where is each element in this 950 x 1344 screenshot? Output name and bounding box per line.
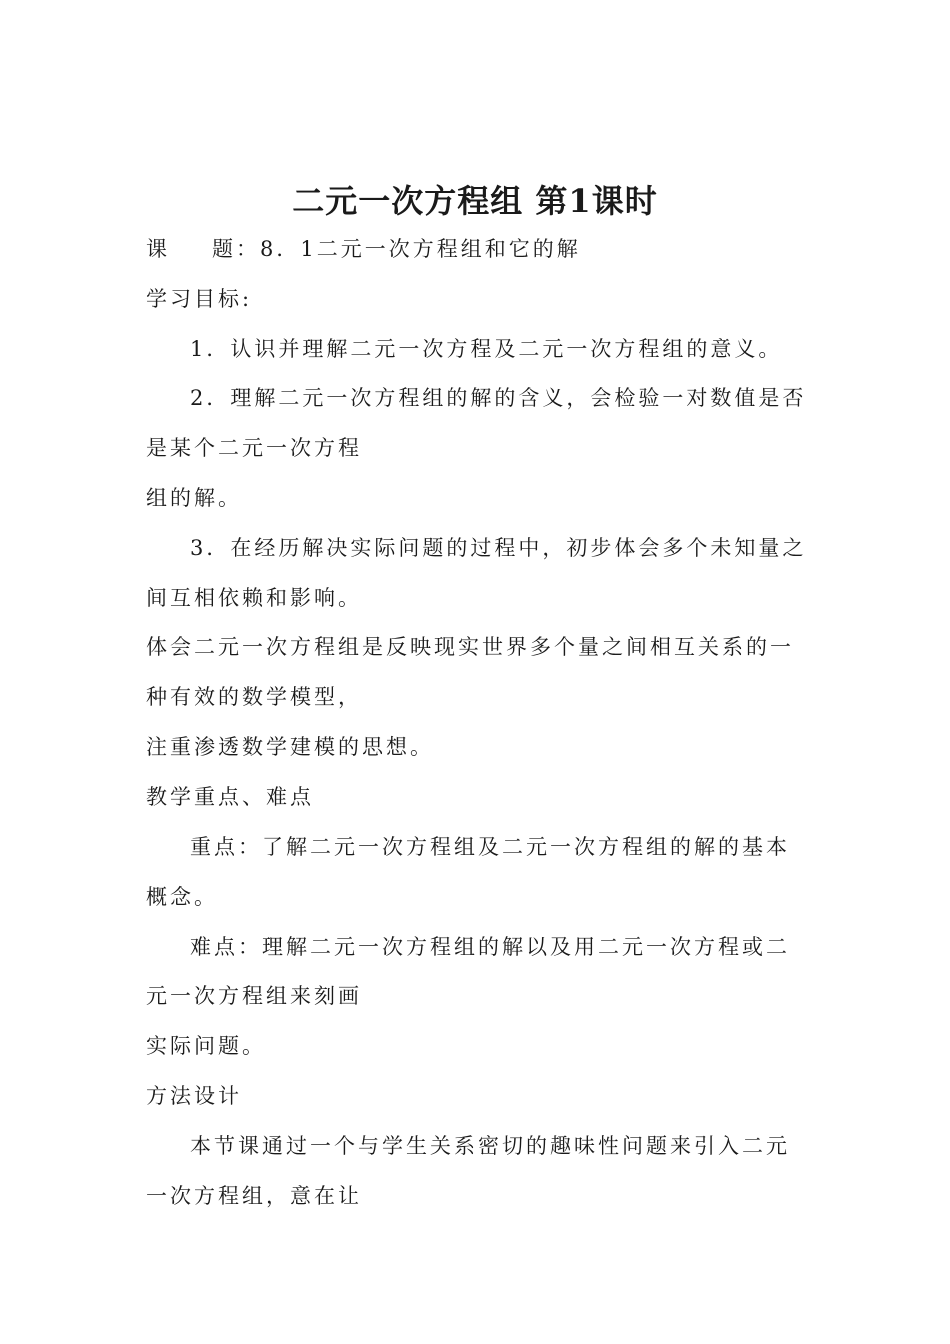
- objective-1: 1．认识并理解二元一次方程及二元一次方程组的意义。: [190, 337, 783, 361]
- topic-line: [146, 236, 581, 262]
- difficult-point-cont: 元一次方程组来刻画: [146, 984, 362, 1008]
- objective-2-cont: 是某个二元一次方程: [146, 436, 362, 460]
- paragraph-line: 种有效的数学模型，: [146, 685, 362, 709]
- objective-2-cont: 组的解。: [146, 486, 242, 510]
- objective-3-cont: 间互相依赖和影响。: [146, 586, 362, 610]
- method-paragraph-cont: 一次方程组，意在让: [146, 1184, 362, 1208]
- document-title: 二元一次方程组 第1课时: [292, 182, 658, 220]
- section-heading-key-points: 教学重点、难点: [146, 785, 314, 809]
- topic-value: 8．1二元一次方程组和它的解: [260, 237, 581, 261]
- objective-3: 3．在经历解决实际问题的过程中，初步体会多个未知量之: [190, 536, 807, 560]
- section-heading-method: 方法设计: [146, 1084, 242, 1108]
- key-point-cont: 概念。: [146, 885, 218, 909]
- key-point: 重点：了解二元一次方程组及二元一次方程组的解的基本: [190, 835, 790, 859]
- topic-label-b: 题：: [212, 237, 260, 261]
- objective-2: 2．理解二元一次方程组的解的含义，会检验一对数值是否: [190, 386, 807, 410]
- paragraph-line: 注重渗透数学建模的思想。: [146, 735, 434, 759]
- difficult-point-cont: 实际问题。: [146, 1034, 266, 1058]
- difficult-point: 难点：理解二元一次方程组的解以及用二元一次方程或二: [190, 935, 790, 959]
- section-heading-objectives: 学习目标:: [146, 287, 253, 311]
- paragraph-line: 体会二元一次方程组是反映现实世界多个量之间相互关系的一: [146, 635, 794, 659]
- method-paragraph: 本节课通过一个与学生关系密切的趣味性问题来引入二元: [190, 1134, 790, 1158]
- topic-label-a: 课: [146, 237, 170, 261]
